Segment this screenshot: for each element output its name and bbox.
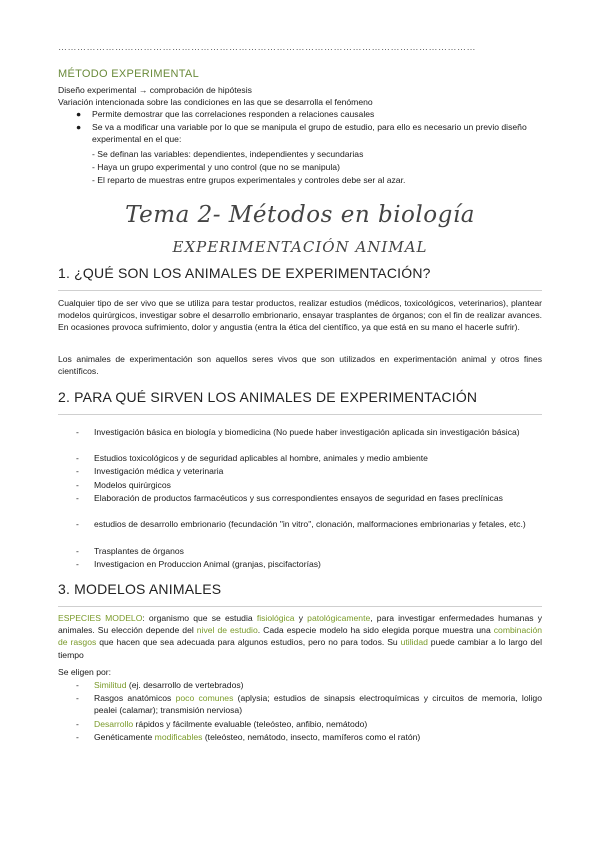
section-3-rule	[58, 606, 542, 607]
list-item: - Similitud (ej. desarrollo de vertebrados)	[76, 680, 244, 690]
metodo-subitem-1: - Se definan las variables: dependientes, independientes y secundarias	[92, 149, 364, 159]
list-item: - Investigación básica en biología y biomedicina (No puede haber investigación aplicada sin investigación básica)	[76, 427, 520, 437]
metodo-line2: Variación intencionada sobre las condiciones en las que se desarrolla el fenómeno	[58, 97, 373, 107]
dotted-separator: ……………………………………………………………………………………………………………………	[58, 42, 476, 52]
bullet-dot-icon: ●	[76, 122, 82, 132]
list-item: - Desarrollo rápidos y fácilmente evaluable (teleósteo, anfibio, nemátodo)	[76, 719, 368, 729]
metodo-bullet-1: ● Permite demostrar que las correlaciones responden a relaciones causales	[76, 109, 375, 119]
section-3-heading: 3. MODELOS ANIMALES	[58, 581, 222, 597]
section-1-heading: 1. ¿QUÉ SON LOS ANIMALES DE EXPERIMENTACIÓN?	[58, 265, 431, 281]
list-item: - Modelos quirúrgicos	[76, 480, 171, 490]
metodo-subitem-3: - El reparto de muestras entre grupos experimentales y controles debe ser al azar.	[92, 175, 406, 185]
metodo-heading: MÉTODO EXPERIMENTAL	[58, 68, 199, 80]
section-3-eligen: Se eligen por:	[58, 667, 112, 677]
list-item: - Investigacion en Produccion Animal (granjas, piscifactorías)	[76, 559, 321, 569]
metodo-bullet-2: ● Se va a modificar una variable por lo que se manipula el grupo de estudio, para ello es necesario un previo diseño experimental en el que:	[76, 122, 527, 145]
list-item: - Rasgos anatómicos poco comunes (aplysia; estudios de sinapsis electroquímicas y circuitos de memoria, loligo pealei (calamar); transmisión nerviosa)	[76, 693, 542, 716]
list-item: - Elaboración de productos farmacéuticos y sus correspondientes ensayos de seguridad en fases preclínicas	[76, 493, 503, 503]
list-item: - Trasplantes de órganos	[76, 546, 184, 556]
section-1-paragraph-1: Cualquier tipo de ser vivo que se utiliza para testar productos, realizar estudios (médicos, toxicológicos, veterinarios), plantear modelos quirúrgicos, investigar sobre el desarrollo embrionario, ensayar trasplantes de órganos; con el fin de realizar avances. En ocasiones provoca sufrimiento, dolor y angustia (entra la ética del científico, ya que está en su mano el hacerle sufrir).	[58, 298, 542, 333]
tema-title: Tema 2- Métodos en biología	[125, 202, 475, 228]
metodo-line1: Diseño experimental → comprobación de hipótesis	[58, 85, 252, 95]
list-item: - Investigación médica y veterinaria	[76, 466, 224, 476]
tema-subtitle: EXPERIMENTACIÓN ANIMAL	[172, 238, 428, 256]
list-item: - Genéticamente modificables (teleósteo, nemátodo, insecto, mamíferos como el ratón)	[76, 732, 421, 742]
section-2-rule	[58, 414, 542, 415]
section-1-rule	[58, 290, 542, 291]
section-1-paragraph-2: Los animales de experimentación son aquellos seres vivos que son utilizados en experimentación animal y otros fines científicos.	[58, 354, 542, 377]
list-item: - Estudios toxicológicos y de seguridad aplicables al hombre, animales y medio ambiente	[76, 453, 428, 463]
metodo-subitem-2: - Haya un grupo experimental y uno control (que no se manipula)	[92, 162, 340, 172]
section-2-heading: 2. PARA QUÉ SIRVEN LOS ANIMALES DE EXPERIMENTACIÓN	[58, 389, 478, 405]
bullet-dot-icon: ●	[76, 109, 82, 119]
list-item: - estudios de desarrollo embrionario (fecundación "in vitro", clonación, malformaciones embrionarias y fetales, etc.)	[76, 519, 526, 529]
section-3-paragraph: ESPECIES MODELO: organismo que se estudia fisiológica y patológicamente, para investigar enfermedades humanas y animales. Su elección depende del nivel de estudio. Cada especie modelo ha sido elegida porque muestra una combinación de rasgos que hacen que sea adecuada para algunos estudios, pero no para todos. Su utilidad puede cambiar a lo largo del tiempo	[58, 613, 542, 660]
